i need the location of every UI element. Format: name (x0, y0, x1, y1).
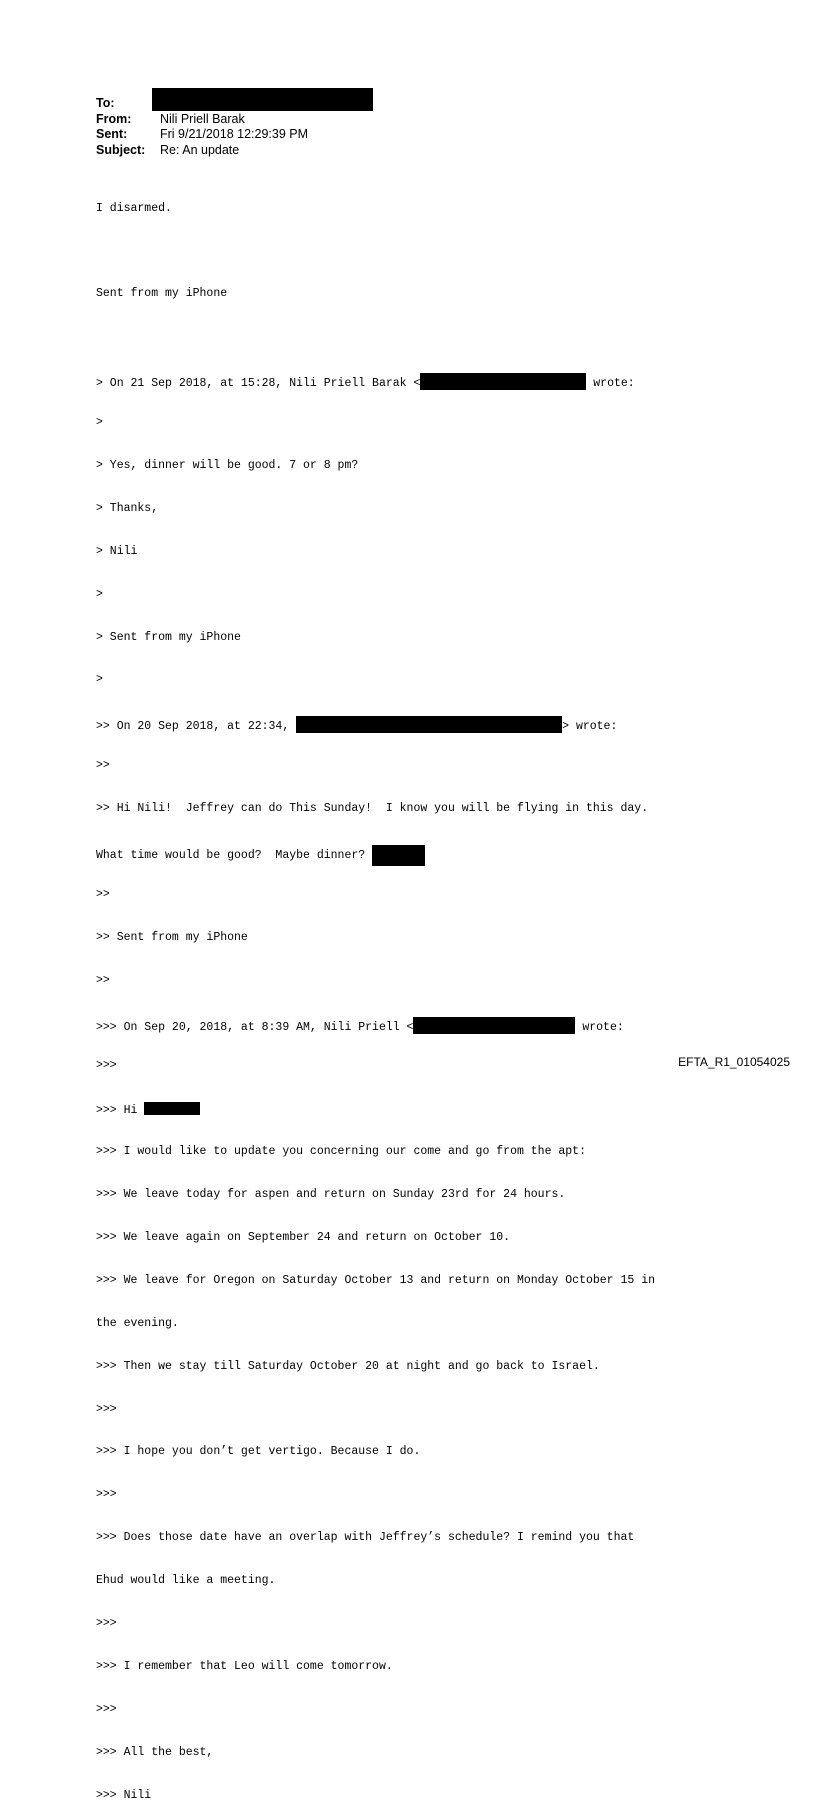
body-line: I disarmed. (96, 201, 172, 215)
subject-value: Re: An update (160, 142, 240, 157)
quoted-line: >>> Nili (96, 1788, 152, 1802)
quote-header-text: >>> On Sep 20, 2018, at 8:39 AM, Nili Priell < (96, 1020, 414, 1034)
quoted-line: >> (96, 887, 110, 901)
quoted-line: >>> (96, 1488, 117, 1502)
quoted-line: > (96, 673, 103, 687)
redacted-email (420, 373, 586, 390)
quoted-line (96, 716, 655, 734)
quoted-line (96, 845, 655, 862)
quoted-line: >>> (96, 1059, 117, 1073)
quote-header-text: >> On 20 Sep 2018, at 22:34, (96, 720, 297, 734)
redacted-recipient (152, 88, 373, 111)
quoted-line: >>> (96, 1402, 117, 1416)
redacted-email (413, 1017, 575, 1034)
quote-header-text: wrote: (586, 377, 635, 391)
blank-line (96, 244, 655, 258)
quoted-text: What time would be good? Maybe dinner? (96, 848, 373, 862)
quoted-line: >>> I would like to update you concerning our come and go from the apt: (96, 1145, 586, 1159)
quoted-line (96, 1102, 655, 1116)
subject-label: Subject: (96, 142, 146, 157)
quoted-text: >>> Hi (96, 1104, 145, 1118)
quoted-line: >> (96, 973, 110, 987)
quoted-line: >>> I remember that Leo will come tomorrow. (96, 1659, 393, 1673)
redacted-block (372, 845, 425, 866)
quoted-line: > Nili (96, 544, 138, 558)
to-label: To: (96, 96, 115, 111)
body-line: Sent from my iPhone (96, 287, 228, 301)
sent-value: Fri 9/21/2018 12:29:39 PM (160, 127, 309, 142)
from-row (96, 112, 373, 128)
quoted-line: > Thanks, (96, 501, 159, 515)
quote-header-text: > wrote: (562, 720, 618, 734)
quoted-line: >>> Then we stay till Saturday October 20 at night and go back to Israel. (96, 1359, 600, 1373)
quoted-line: >> Hi Nili! Jeffrey can do This Sunday! I know you will be flying in this day. (96, 802, 649, 816)
quoted-line: > (96, 587, 103, 601)
redacted-name (144, 1102, 200, 1115)
from-label: From: (96, 111, 132, 126)
email-header (96, 96, 373, 158)
blank-line (96, 330, 655, 344)
quoted-line: >>> I hope you don’t get vertigo. Because I do. (96, 1445, 421, 1459)
quote-header-text: > On 21 Sep 2018, at 15:28, Nili Priell Barak < (96, 377, 421, 391)
quoted-line: >>> We leave again on September 24 and return on October 10. (96, 1230, 511, 1244)
quoted-line: the evening. (96, 1316, 179, 1330)
quoted-line: >>> All the best, (96, 1745, 214, 1759)
document-id: EFTA_R1_01054025 (678, 1055, 790, 1069)
quoted-line: >>> We leave for Oregon on Saturday October 13 and return on Monday October 15 in (96, 1273, 655, 1287)
quoted-line: >> (96, 759, 110, 773)
to-row (96, 96, 373, 112)
quoted-line: >> Sent from my iPhone (96, 930, 248, 944)
quoted-line: >>> Does those date have an overlap with Jeffrey’s schedule? I remind you that (96, 1531, 635, 1545)
sent-label: Sent: (96, 127, 128, 142)
quoted-line (96, 1017, 655, 1034)
email-body (96, 173, 655, 1817)
sent-row (96, 127, 373, 143)
from-value: Nili Priell Barak (160, 111, 245, 126)
quoted-line: > Sent from my iPhone (96, 630, 241, 644)
quoted-line: > Yes, dinner will be good. 7 or 8 pm? (96, 458, 359, 472)
quoted-line: >>> (96, 1702, 117, 1716)
quoted-line: >>> We leave today for aspen and return on Sunday 23rd for 24 hours. (96, 1188, 566, 1202)
redacted-sender (296, 716, 562, 733)
subject-row (96, 143, 373, 159)
quoted-line: > (96, 416, 103, 430)
quoted-line (96, 373, 655, 391)
quoted-line: >>> (96, 1616, 117, 1630)
quoted-line: Ehud would like a meeting. (96, 1574, 276, 1588)
quote-header-text: wrote: (575, 1020, 624, 1034)
